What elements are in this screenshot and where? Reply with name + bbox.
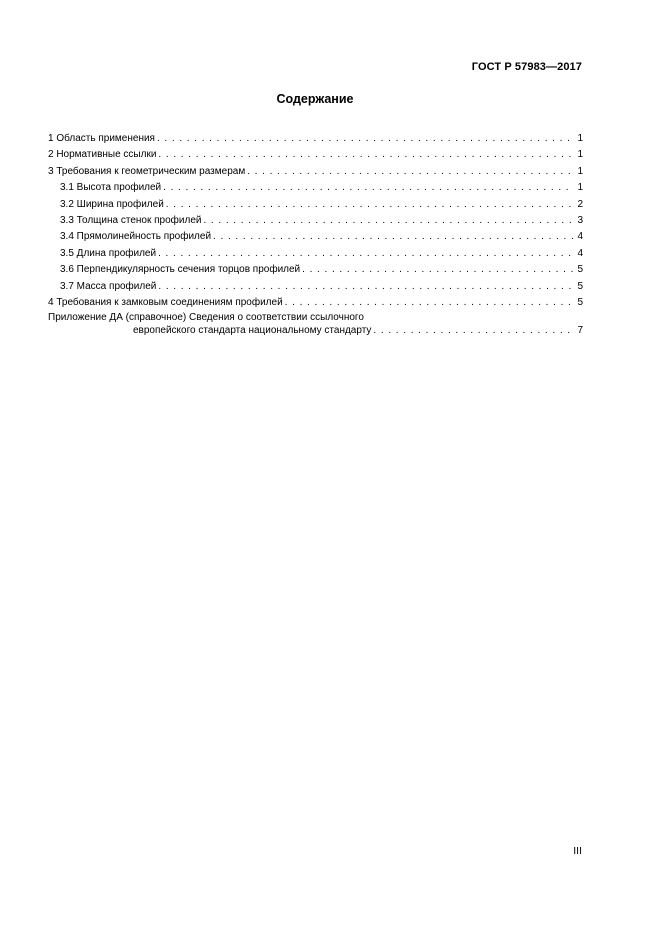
toc-leader-dots (163, 180, 573, 196)
toc-entry-appendix[interactable] (48, 311, 583, 337)
toc-leader-dots (373, 324, 573, 337)
toc-entry-2[interactable] (48, 147, 583, 163)
toc-entry-3-7[interactable] (48, 279, 583, 295)
toc-entry-3-1[interactable] (48, 180, 583, 196)
toc-leader-dots (213, 229, 573, 245)
toc-entry-3-2[interactable] (48, 197, 583, 213)
toc-entry-label: 3.7 Масса профилей (60, 280, 157, 292)
toc-entry-3[interactable] (48, 164, 583, 180)
toc-entry-page: 7 (577, 325, 583, 337)
toc-entry-page: 1 (577, 133, 583, 144)
toc-entry-label: 3.1 Высота профилей (60, 182, 162, 194)
toc-entry-page: 4 (577, 247, 583, 259)
toc-entry-page: 4 (577, 231, 583, 243)
toc-entry-4[interactable] (48, 295, 583, 311)
appendix-title-line1: Приложение ДА (справочное) Сведения о соответствии ссылочного (48, 312, 364, 324)
toc-entry-3-4[interactable] (48, 229, 583, 245)
toc-leader-dots (158, 246, 573, 262)
toc-entry-label: 1 Область применения (48, 133, 155, 144)
toc-entry-page: 5 (577, 280, 583, 292)
toc-entry-label: 3.6 Перпендикулярность сечения торцов профилей (60, 264, 301, 276)
toc-leader-dots (157, 131, 573, 147)
toc-entry-page: 1 (577, 149, 583, 161)
toc-entry-page: 2 (577, 198, 583, 210)
toc-entry-label: 4 Требования к замковым соединениям профилей (48, 296, 283, 308)
toc-entry-label: 3.3 Толщина стенок профилей (60, 214, 202, 226)
toc-entry-label: 3.5 Длина профилей (60, 247, 157, 259)
toc-leader-dots (158, 147, 573, 163)
toc-leader-dots (158, 279, 573, 295)
toc-entry-label: 3 Требования к геометрическим размерам (48, 165, 246, 177)
toc-entry-label: 3.4 Прямолинейность профилей (60, 231, 212, 243)
toc-entry-page: 5 (577, 264, 583, 276)
table-of-contents (48, 131, 583, 337)
toc-leader-dots (247, 164, 573, 180)
appendix-title-line2: европейского стандарта национальному стандарту (133, 325, 372, 337)
toc-leader-dots (203, 213, 573, 229)
toc-entry-label: 3.2 Ширина профилей (60, 198, 164, 210)
toc-entry-page: 3 (577, 214, 583, 226)
toc-leader-dots (285, 295, 573, 311)
toc-entry-label: 2 Нормативные ссылки (48, 149, 157, 161)
toc-entry-3-5[interactable] (48, 246, 583, 262)
toc-leader-dots (302, 262, 573, 278)
toc-title: Содержание (276, 92, 354, 106)
toc-entry-page: 1 (577, 165, 583, 177)
page-number: III (573, 845, 582, 857)
toc-entry-3-3[interactable] (48, 213, 583, 229)
document-code: ГОСТ Р 57983—2017 (471, 61, 582, 73)
toc-entry-3-6[interactable] (48, 262, 583, 278)
toc-leader-dots (166, 197, 573, 213)
appendix-title-line2-row (48, 324, 583, 337)
toc-entry-1[interactable] (48, 131, 583, 147)
toc-entry-page: 5 (577, 296, 583, 308)
toc-entry-page: 1 (577, 182, 583, 194)
